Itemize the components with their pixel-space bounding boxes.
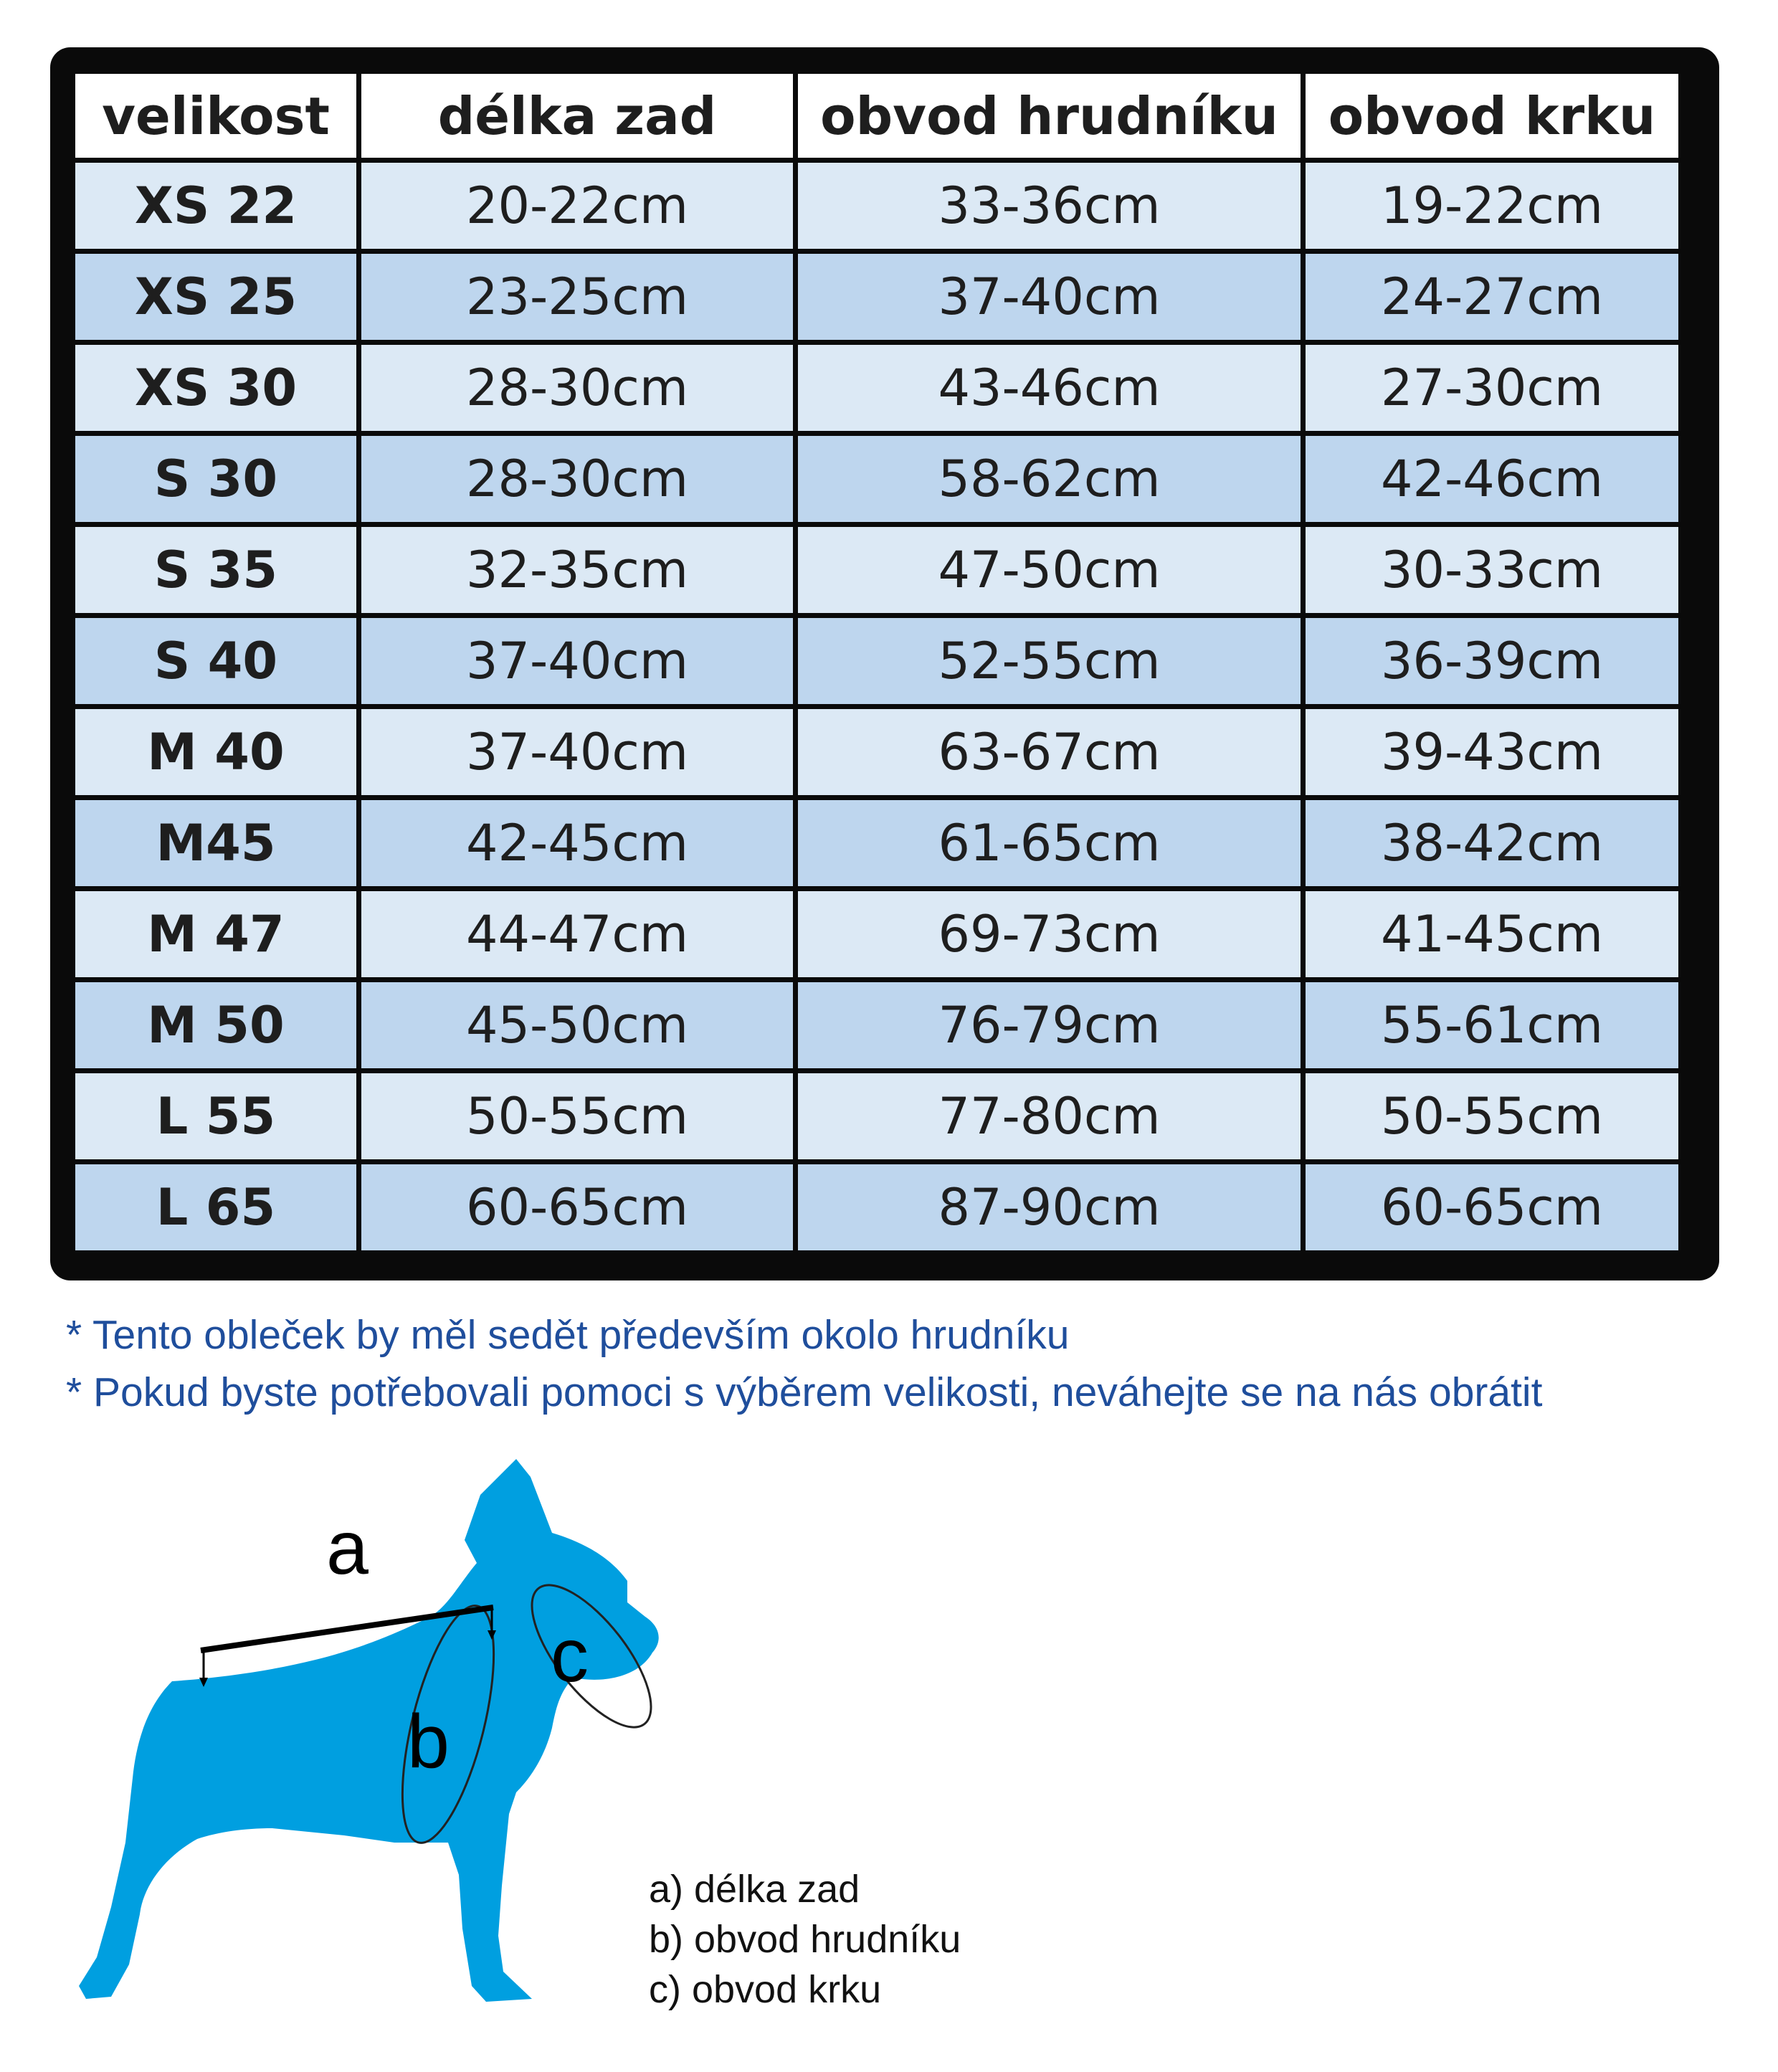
dog-silhouette [79, 1459, 659, 2002]
neck-girth-cell: 19-22cm [1306, 163, 1678, 249]
size-cell: M 40 [75, 709, 356, 795]
chest-girth-cell: 52-55cm [798, 618, 1301, 704]
neck-girth-cell: 60-65cm [1306, 1164, 1678, 1250]
note-chest-fit: * Tento obleček by měl sedět především okolo hrudníku [66, 1312, 1070, 1358]
neck-girth-cell: 55-61cm [1306, 982, 1678, 1068]
size-cell: M 47 [75, 891, 356, 977]
table-row [75, 163, 1678, 249]
header-delka-zad: délka zad [361, 74, 793, 158]
table-body [75, 163, 1678, 1250]
size-cell: M 50 [75, 982, 356, 1068]
label-c: c [551, 1613, 589, 1698]
label-a: a [326, 1506, 369, 1590]
diagram-legend [649, 1864, 961, 2015]
note-help: * Pokud byste potřebovali pomoci s výběrem velikosti, neváhejte se na nás obrátit [66, 1369, 1543, 1415]
back-length-cell: 50-55cm [361, 1073, 793, 1159]
chest-girth-cell: 43-46cm [798, 345, 1301, 431]
table-row [75, 891, 1678, 977]
size-cell: M45 [75, 800, 356, 886]
table-row [75, 800, 1678, 886]
legend-item-c: c) obvod krku [649, 1968, 882, 2011]
label-b: b [407, 1699, 450, 1784]
size-table-frame [50, 47, 1719, 1280]
neck-girth-cell: 38-42cm [1306, 800, 1678, 886]
legend-item-b: b) obvod hrudníku [649, 1918, 961, 1961]
back-length-cell: 60-65cm [361, 1164, 793, 1250]
back-length-cell: 45-50cm [361, 982, 793, 1068]
header-obvod-hrudniku: obvod hrudníku [798, 74, 1301, 158]
chest-girth-cell: 61-65cm [798, 800, 1301, 886]
back-length-cell: 23-25cm [361, 254, 793, 340]
chest-girth-cell: 87-90cm [798, 1164, 1301, 1250]
back-length-cell: 32-35cm [361, 527, 793, 613]
neck-girth-cell: 27-30cm [1306, 345, 1678, 431]
back-length-cell: 28-30cm [361, 436, 793, 522]
chest-girth-cell: 76-79cm [798, 982, 1301, 1068]
back-length-cell: 28-30cm [361, 345, 793, 431]
table-row [75, 618, 1678, 704]
chest-girth-cell: 58-62cm [798, 436, 1301, 522]
size-cell: S 35 [75, 527, 356, 613]
table-row [75, 345, 1678, 431]
chest-girth-cell: 77-80cm [798, 1073, 1301, 1159]
neck-girth-cell: 39-43cm [1306, 709, 1678, 795]
notes [66, 1306, 1751, 1421]
neck-girth-cell: 36-39cm [1306, 618, 1678, 704]
chest-girth-cell: 47-50cm [798, 527, 1301, 613]
neck-girth-cell: 24-27cm [1306, 254, 1678, 340]
size-cell: S 30 [75, 436, 356, 522]
neck-girth-cell: 41-45cm [1306, 891, 1678, 977]
header-obvod-krku: obvod krku [1306, 74, 1678, 158]
table-row [75, 1164, 1678, 1250]
table-row [75, 254, 1678, 340]
neck-girth-cell: 50-55cm [1306, 1073, 1678, 1159]
table-row [75, 436, 1678, 522]
back-length-cell: 42-45cm [361, 800, 793, 886]
back-length-cell: 37-40cm [361, 709, 793, 795]
table-row [75, 709, 1678, 795]
back-length-cell: 20-22cm [361, 163, 793, 249]
neck-girth-cell: 42-46cm [1306, 436, 1678, 522]
size-cell: XS 30 [75, 345, 356, 431]
size-cell: S 40 [75, 618, 356, 704]
legend-item-a: a) délka zad [649, 1868, 860, 1911]
table-row [75, 982, 1678, 1068]
chest-girth-cell: 63-67cm [798, 709, 1301, 795]
table-row [75, 1073, 1678, 1159]
header-velikost: velikost [75, 74, 356, 158]
chest-girth-cell: 69-73cm [798, 891, 1301, 977]
table-row [75, 527, 1678, 613]
size-cell: XS 22 [75, 163, 356, 249]
back-length-cell: 37-40cm [361, 618, 793, 704]
size-cell: L 65 [75, 1164, 356, 1250]
size-cell: XS 25 [75, 254, 356, 340]
neck-girth-cell: 30-33cm [1306, 527, 1678, 613]
back-length-cell: 44-47cm [361, 891, 793, 977]
size-cell: L 55 [75, 1073, 356, 1159]
chest-girth-cell: 33-36cm [798, 163, 1301, 249]
table-header-row [75, 74, 1678, 158]
chest-girth-cell: 37-40cm [798, 254, 1301, 340]
size-table [70, 69, 1683, 1255]
